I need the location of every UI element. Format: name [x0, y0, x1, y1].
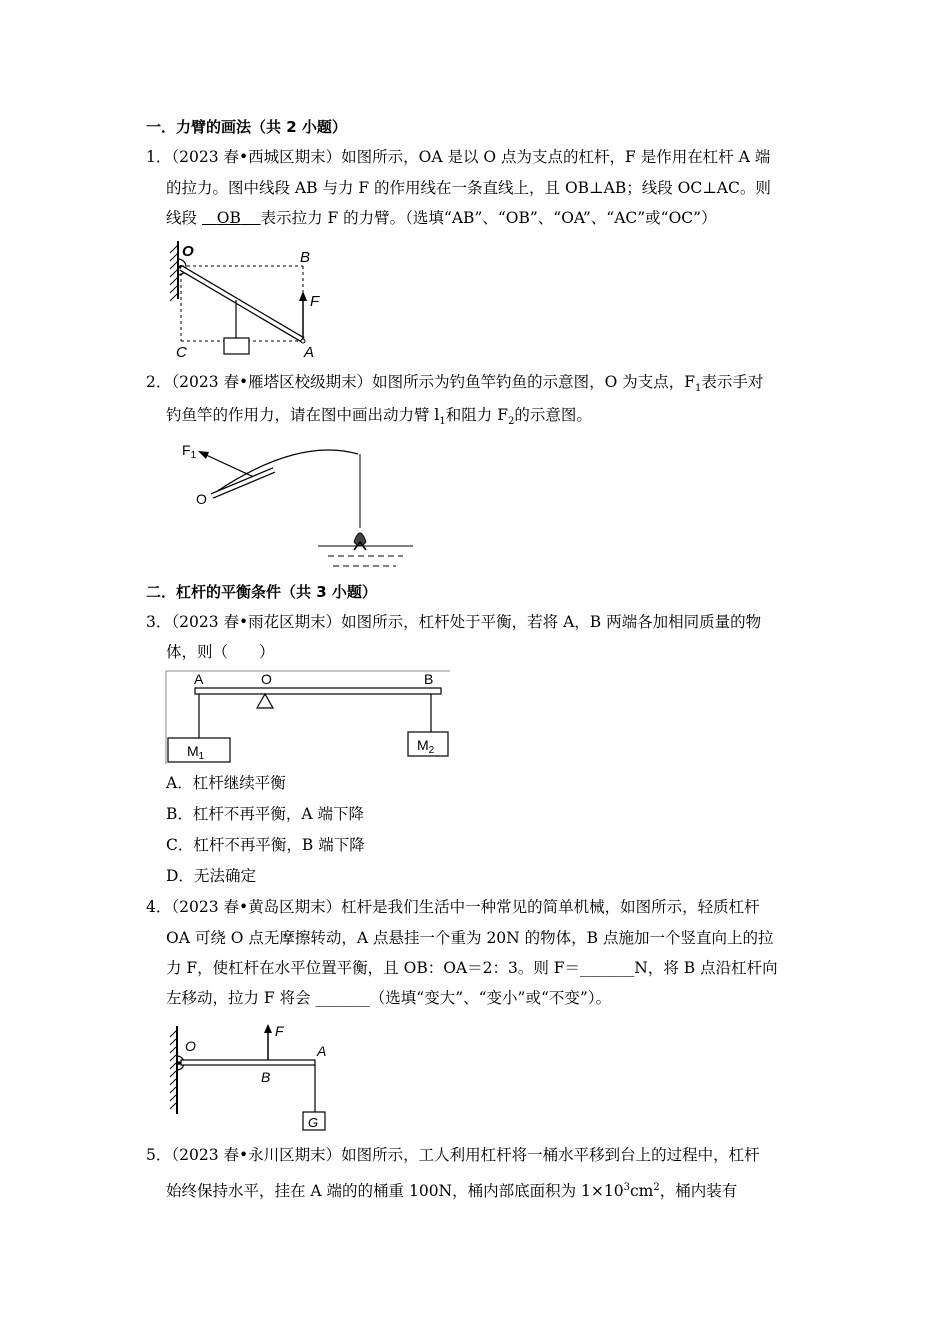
label-B: B: [424, 671, 434, 687]
label-F: F: [275, 1023, 284, 1039]
label-G: G: [308, 1115, 319, 1130]
question-4-line-4: 左移动，拉力 F 将会 _______（选填“变大”、“变小”或“不变”）。: [166, 989, 612, 1007]
label-O: O: [196, 491, 207, 507]
question-1-line-3: 线段 OB 表示拉力 F 的力臂。（选填“AB”、“OB”、“OA”、“AC”或“OC”）: [166, 209, 717, 227]
label-O: O: [182, 243, 194, 260]
label-M1: $M_1$: [187, 743, 205, 762]
question-1-line-2: 的拉力。图中线段 AB 与力 F 的作用线在一条直线上，且 OB⊥AB；线段 OC⊥AC。则: [166, 179, 771, 197]
option-a[interactable]: A．杠杆继续平衡: [166, 774, 286, 792]
section-1-heading: 一．力臂的画法（共 2 小题）: [146, 118, 347, 136]
figure-q1-lever: [162, 237, 332, 361]
label-B: B: [261, 1069, 271, 1085]
question-1-line-1: 1．（2023 春•西城区期末）如图所示，OA 是以 O 点为支点的杠杆，F 是作用在杠杆 A 端: [146, 148, 771, 166]
question-5-line-2: 始终保持水平，挂在 A 端的的桶重 100N，桶内部底面积为 $1\times 10^3cm^2$，桶内装有: [166, 1182, 738, 1201]
figure-q3-balance: [165, 670, 451, 766]
question-4-line-1: 4．（2023 春•黄岛区期末）杠杆是我们生活中一种常见的简单机械，如图所示，轻质杠杆: [146, 898, 760, 916]
label-C: C: [176, 344, 187, 361]
label-A: A: [317, 1043, 327, 1059]
label-F: F: [310, 293, 320, 310]
question-3-line-1: 3．（2023 春•雨花区期末）如图所示，杠杆处于平衡，若将 A，B 两端各加相同质量的物: [146, 613, 762, 631]
option-c[interactable]: C．杠杆不再平衡，B 端下降: [166, 836, 365, 854]
label-M2: $M_2$: [417, 737, 435, 756]
option-d[interactable]: D．无法确定: [166, 867, 256, 885]
label-B: B: [300, 249, 311, 266]
answer-blank: OB: [216, 209, 241, 227]
figure-q4-lever: [165, 1018, 345, 1134]
figure-q2-fishing-rod: [178, 432, 418, 572]
question-5-line-1: 5．（2023 春•永川区期末）如图所示，工人利用杠杆将一桶水平移到台上的过程中，杠杆: [146, 1146, 760, 1164]
section-2-heading: 二．杠杆的平衡条件（共 3 小题）: [146, 583, 377, 601]
question-2-line-1: 2．（2023 春•雁塔区校级期末）如图所示为钓鱼竿钓鱼的示意图，O 为支点，$F_1$表示手对: [146, 373, 764, 395]
question-4-line-2: OA 可绕 O 点无摩擦转动，A 点悬挂一个重为 20N 的物体，B 点施加一个竖直向上的拉: [166, 929, 774, 947]
question-3-line-2: 体，则（ ）: [166, 643, 275, 661]
label-F1: $F_1$: [182, 442, 197, 461]
question-number: 1．: [146, 148, 172, 166]
question-4-line-3: 力 F，使杠杆在水平位置平衡，且 OB：OA＝2：3。则 F＝_______N，将 B 点沿杠杆向: [166, 959, 778, 977]
label-O: O: [185, 1038, 196, 1054]
option-b[interactable]: B．杠杆不再平衡，A 端下降: [166, 805, 365, 823]
label-A: A: [304, 344, 315, 361]
label-O: O: [261, 671, 272, 687]
label-A: A: [194, 671, 204, 687]
question-2-line-2: 钓鱼竿的作用力，请在图中画出动力臂 $l_1$和阻力 $F_2$的示意图。: [166, 406, 592, 428]
